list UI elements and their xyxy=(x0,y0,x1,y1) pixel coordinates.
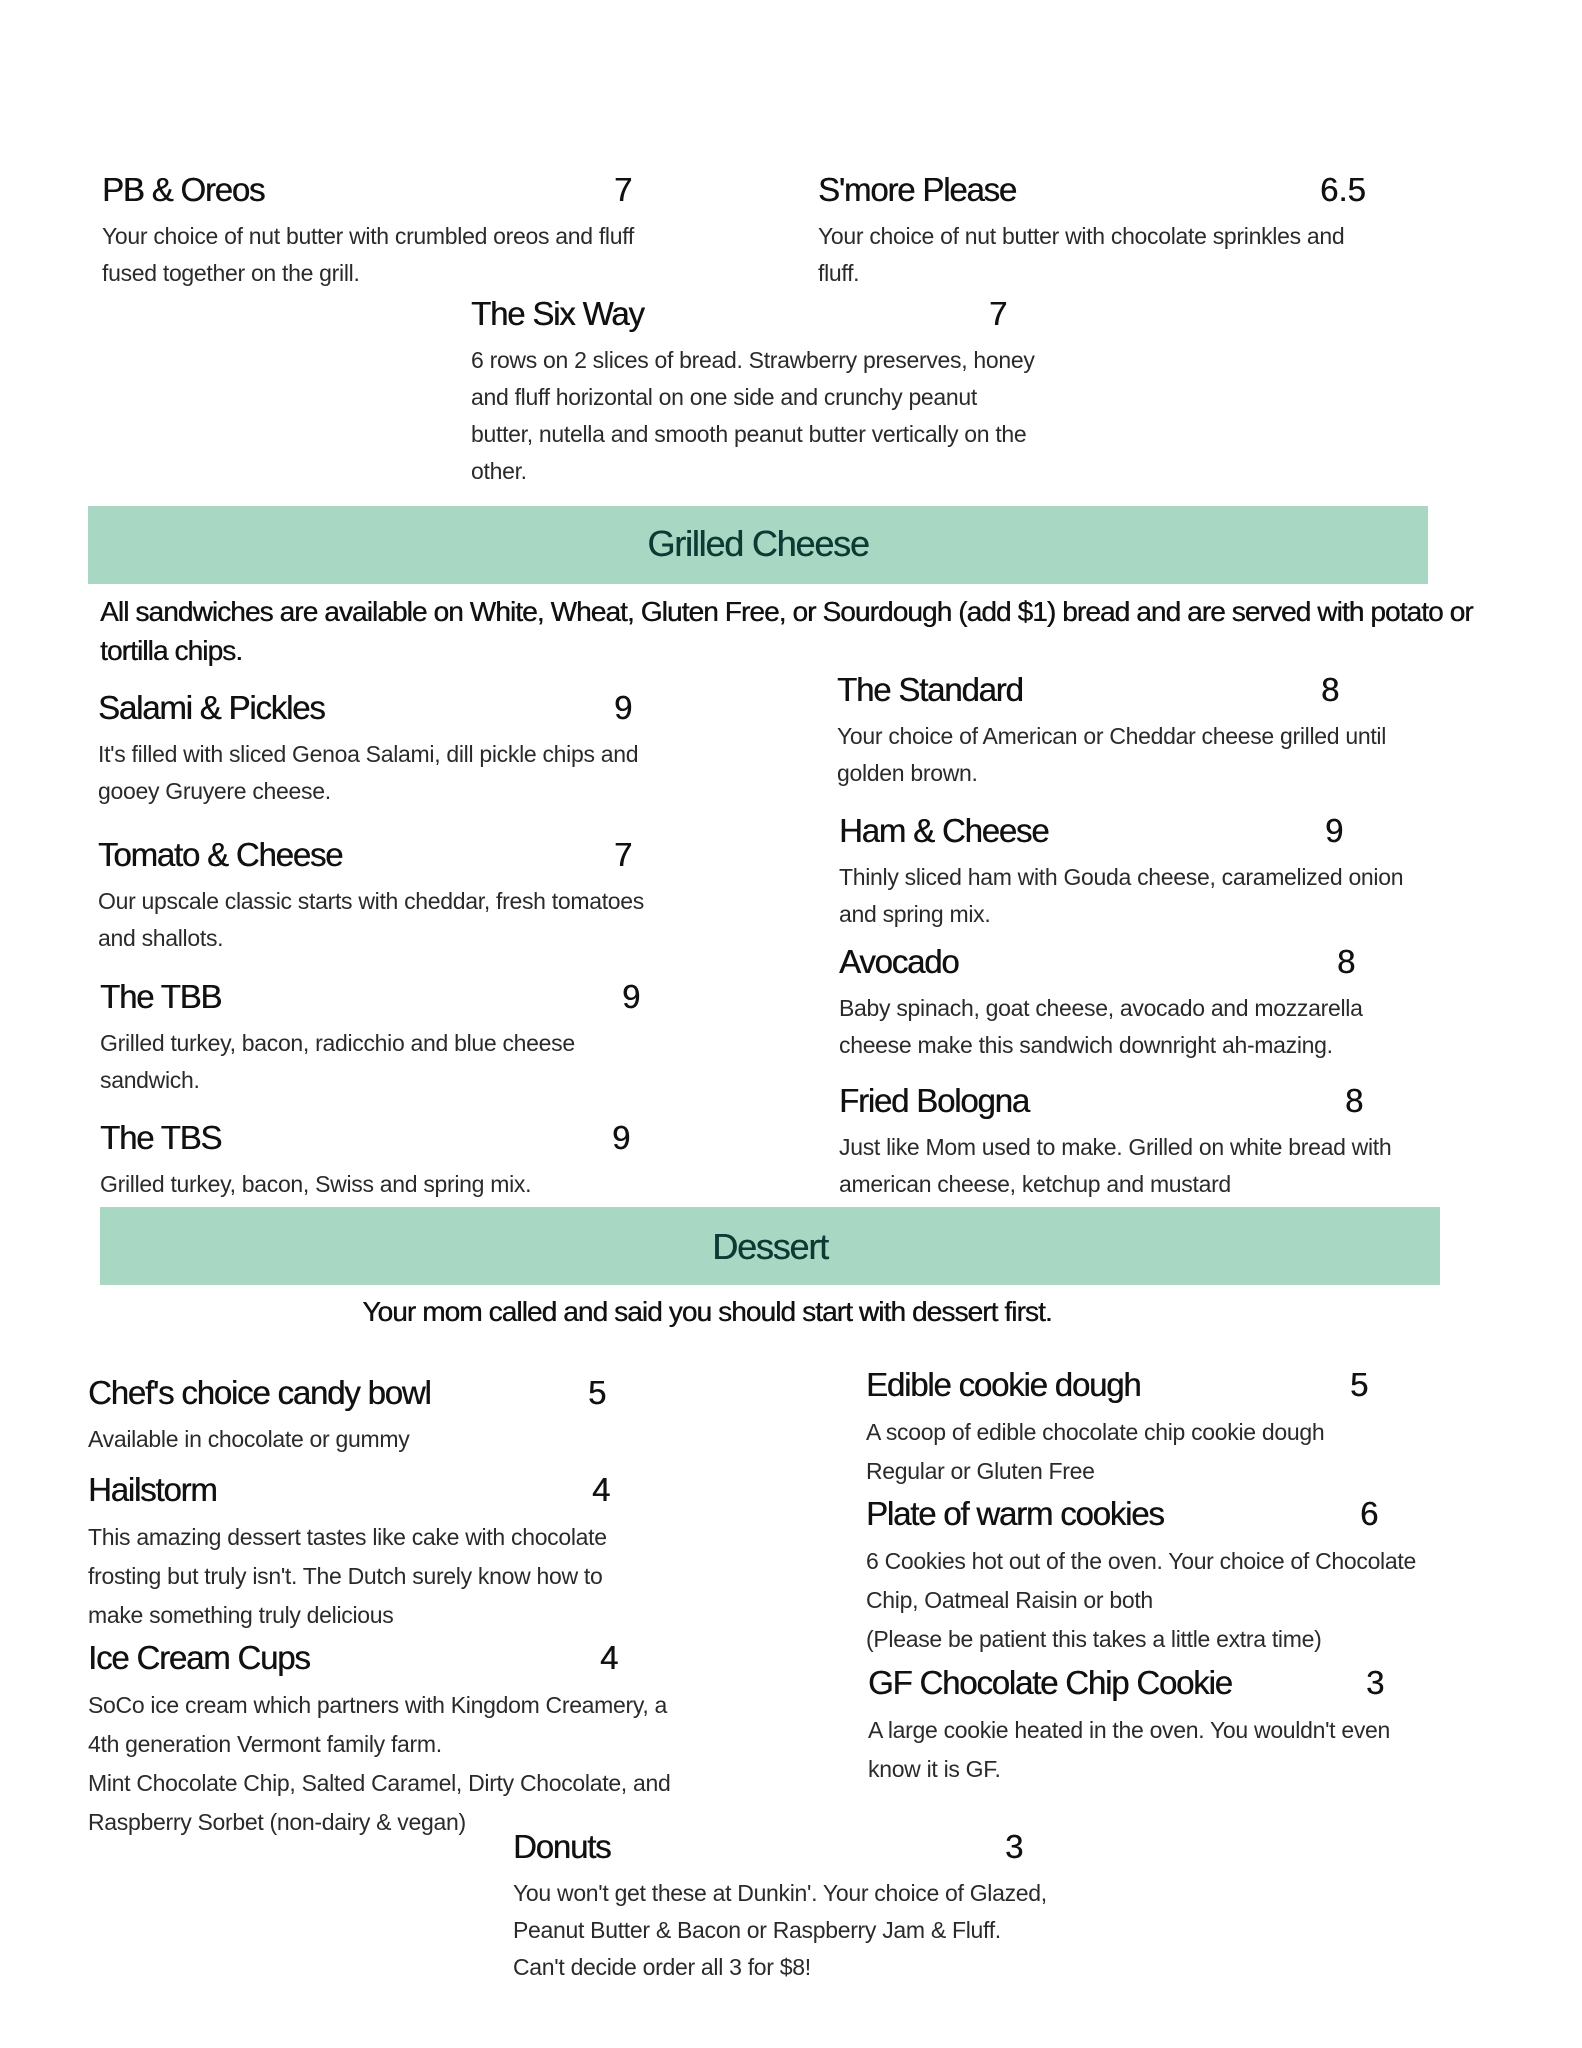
item-name: The Standard xyxy=(837,671,1023,708)
item-price: 9 xyxy=(612,1119,631,1156)
item-price: 8 xyxy=(1337,943,1356,980)
item-name: Tomato & Cheese xyxy=(98,836,343,873)
section-banner-dessert xyxy=(100,1207,1440,1285)
item-description: Available in chocolate or gummy xyxy=(88,1426,410,1452)
item-description: A scoop of edible chocolate chip cookie dough Regular or Gluten Free xyxy=(866,1419,1325,1484)
item-name: Ice Cream Cups xyxy=(88,1639,310,1676)
item-price: 6 xyxy=(1360,1495,1379,1532)
item-description: Our upscale classic starts with cheddar, fresh tomatoes and shallots. xyxy=(98,888,644,951)
item-description: This amazing dessert tastes like cake with chocolate frosting but truly isn't. The Dutch surely know how to make something truly delicious xyxy=(88,1524,607,1628)
item-name: GF Chocolate Chip Cookie xyxy=(868,1664,1232,1701)
item-description: 6 Cookies hot out of the oven. Your choice of Chocolate Chip, Oatmeal Raisin or both (Please be patient this takes a little extra time) xyxy=(866,1548,1416,1652)
item-name: PB & Oreos xyxy=(102,171,265,208)
item-name: Avocado xyxy=(839,943,959,980)
item-price: 8 xyxy=(1345,1082,1364,1119)
section-banner-grilled-cheese xyxy=(88,506,1428,584)
item-name: Chef's choice candy bowl xyxy=(88,1374,431,1411)
item-name: The TBB xyxy=(100,978,222,1015)
section-title: Grilled Cheese xyxy=(647,523,869,564)
item-price: 9 xyxy=(614,689,633,726)
item-price: 9 xyxy=(622,978,641,1015)
item-name: S'more Please xyxy=(818,171,1016,208)
item-description: Baby spinach, goat cheese, avocado and mozzarella cheese make this sandwich downright ah-mazing. xyxy=(839,995,1363,1058)
item-name: Hailstorm xyxy=(88,1471,217,1508)
item-price: 7 xyxy=(989,295,1008,332)
item-description: Your choice of American or Cheddar cheese grilled until golden brown. xyxy=(837,723,1387,786)
item-price: 3 xyxy=(1005,1828,1024,1865)
dessert-note: Your mom called and said you should start with dessert first. xyxy=(362,1296,1052,1327)
item-description: Just like Mom used to make. Grilled on white bread with american cheese, ketchup and mustard xyxy=(839,1134,1392,1197)
item-name: Ham & Cheese xyxy=(839,812,1049,849)
item-name: Fried Bologna xyxy=(839,1082,1029,1119)
section-title: Dessert xyxy=(712,1226,828,1267)
item-name: The Six Way xyxy=(471,295,644,332)
item-name: Salami & Pickles xyxy=(98,689,325,726)
item-price: 8 xyxy=(1321,671,1340,708)
item-name: Plate of warm cookies xyxy=(866,1495,1164,1532)
item-price: 3 xyxy=(1366,1664,1385,1701)
item-description: Your choice of nut butter with chocolate sprinkles and fluff. xyxy=(818,223,1345,286)
item-description: Your choice of nut butter with crumbled oreos and fluff fused together on the grill. xyxy=(102,223,634,286)
item-price: 4 xyxy=(592,1471,611,1508)
item-name: Donuts xyxy=(513,1828,611,1865)
item-description: It's filled with sliced Genoa Salami, dill pickle chips and gooey Gruyere cheese. xyxy=(98,741,639,804)
item-description: 6 rows on 2 slices of bread. Strawberry preserves, honey and fluff horizontal on one side and crunchy peanut butter, nutella and smooth peanut butter vertically on the other. xyxy=(471,347,1035,484)
item-price: 9 xyxy=(1325,812,1344,849)
item-name: Edible cookie dough xyxy=(866,1366,1141,1403)
item-description: Thinly sliced ham with Gouda cheese, caramelized onion and spring mix. xyxy=(839,864,1404,927)
item-price: 5 xyxy=(1350,1366,1369,1403)
item-price: 5 xyxy=(588,1374,607,1411)
item-description: SoCo ice cream which partners with Kingdom Creamery, a 4th generation Vermont family farm. Mint Chocolate Chip, Salted Caramel, Dirty Chocolate, and Raspberry Sorbet (non-dairy & vegan) xyxy=(88,1692,671,1835)
item-price: 6.5 xyxy=(1320,171,1366,208)
grilled-cheese-note: All sandwiches are available on White, Wheat, Gluten Free, or Sourdough (add $1) bread and are served with potato or tortilla chips. xyxy=(100,596,1473,666)
item-price: 7 xyxy=(614,836,633,873)
item-description: Grilled turkey, bacon, Swiss and spring mix. xyxy=(100,1171,532,1197)
item-price: 4 xyxy=(600,1639,619,1676)
item-price: 7 xyxy=(614,171,633,208)
item-description: Grilled turkey, bacon, radicchio and blue cheese sandwich. xyxy=(100,1030,575,1093)
item-description: A large cookie heated in the oven. You wouldn't even know it is GF. xyxy=(868,1717,1391,1782)
item-description: You won't get these at Dunkin'. Your choice of Glazed, Peanut Butter & Bacon or Raspberry Jam & Fluff. Can't decide order all 3 for $8! xyxy=(513,1880,1047,1980)
item-name: The TBS xyxy=(100,1119,222,1156)
